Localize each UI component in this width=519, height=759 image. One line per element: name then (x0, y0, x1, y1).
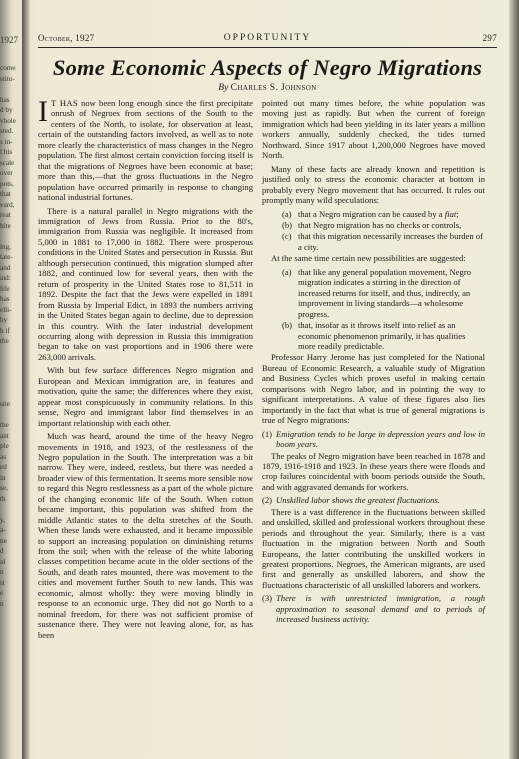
previous-page-fragment: ant (0, 431, 9, 440)
author-name: Charles S. Johnson (230, 83, 317, 93)
previous-page-fragment: has (0, 295, 10, 303)
paragraph-possibilities: At the same time certain new possibilities are suggested: (271, 253, 466, 264)
paragraph-peaks: The peaks of Negro migration have been reached in 1878 and 1879, 1916-1918 and 1923. In these years there were floods and crop failures coincidental with boom periods outside the South, and with aggravated demands for workers. (262, 450, 485, 492)
previous-page-fragment: d by (0, 106, 13, 114)
possibility-item: (a) that like any general population movement, Negro migration indicates a stirring in the direction of increased returns for itself, and thus, indirectly, an improvement in living standards—a wholesome progress. (282, 266, 472, 319)
previous-page-fragment: st (0, 578, 5, 587)
previous-page-fragment: th (0, 494, 6, 503)
previous-page-fragment: has (0, 95, 10, 104)
previous-page-fragment: by (0, 316, 8, 324)
previous-page-fragment: sted. (0, 127, 14, 135)
previous-page-fragment: stitu- (0, 74, 15, 83)
previous-page-fragment: n (0, 599, 4, 608)
lead-in-caps: T HAS (51, 98, 78, 108)
finding-heading: (1) Emigration tends to be large in depression years and low in boom years. (262, 428, 485, 450)
finding-heading: (3) There is with unrestricted immigration, a rough approximation to seasonal demand and to periods of increased business activity. (262, 593, 485, 625)
page-edge-shadow (509, 0, 519, 759)
previous-page-fragment: n (0, 568, 4, 576)
left-column (38, 95, 253, 643)
previous-page-fragment: ple (0, 442, 9, 450)
previous-page-fragment: in (0, 473, 6, 482)
byline-prefix: By (218, 83, 229, 93)
paragraph-restlessness: Much was heard, around the time of the heavy Negro movements in 1918, and 1923, of the restlessness of the Negro population in the South. The interpretation was a bit narrow. They were, indeed, restless, but there was needed a broader view of this fermentation. It seems more sensible now to regard this Negro restlessness as a part of the whole picture of the changing economic life of the South. When cotton became important, this population was shifted from the middle Atlantic states to the delta stretches of the South. When these lands were exhausted, and it became impossible to support an increasing population on diminishing returns from the soil; when with the release of the white laboring classes competition became acute in the older sections of the South, and death rates mounted, there was movement to the cities and movement further South to new lands. This was economic, almost wholly: they were moving blindly in response to an economic urge. They did not go North to a nominal freedom, for there was not sufficient promise of sustenance there. They were not leaving alone, for, as has been (38, 431, 253, 640)
previous-page-fragment: elli- (0, 305, 12, 314)
possibility-item: (b) that, insofar as it throws itself into relief as an economic phenomenon primarily, it has qualities more readily predictable. (282, 320, 466, 351)
previous-page-fragment: al (0, 557, 6, 566)
previous-page-fragment: tate- (0, 253, 13, 261)
previous-page-fragment: scale (0, 158, 15, 167)
paragraph-surface-differences: With but few surface differences Negro migration and European and Mexican immigration are, in features and motivation, quite the same; the differences where they exist, appear most conspicuously in community relations. In this sense, Negro and immigrant labor find themselves in an important relationship with each other. (38, 365, 253, 428)
continued-paragraph: pointed out many times before, the white population was moving just as rapidly. But when the current of foreign immigration which had been yielding in its later years a million workers annually, suddenly checked, the tides turned Northward. Since 1917 about 1,200,000 Negroes have moved North. (262, 98, 485, 161)
paragraph-jewish-immigration: There is a natural parallel in Negro migrations with the immigration of Jews from Russia. Prior to the 80's, immigration from Russia was negligible. It increased from 5,000 in 1881 to 17,000 in 1882. There were prosperous conditions in the United States and persecution in Russia. But although persecution continued, this migration slumped after 1882, and continued low for several years, then with the return of prosperity in the United States rose to 81,511 in 1892. Despite the fact that the Jews were expelled in 1891 from Russia by Imperial Edict, in 1893 the numbers arriving in the United States began again to decline, due to depression in this country. With the later industrial development occurring along with depression in Russia this immigration began to take on vast proportions and in 1906 there were 263,000 arrivals. (38, 205, 253, 362)
previous-page-fragment: d (0, 547, 4, 555)
previous-page-fragment: ing, (0, 242, 11, 251)
header-rule (38, 47, 497, 48)
opening-text: now been long enough since the first precipitate onrush of Negroes from sections of the South to the centers of the North, to isolate, for observation at least, certain of the outstanding factors involved, as well as to note more clearly the characteristics of mass changes in the Negro population. The first almost certain conviction forcing itself is that the migrations of Negroes have been economic at base; more than this,—that the gross fluctuations in the Negro population have occurred primarily in response to changing national industrial fortunes. (38, 98, 253, 203)
paragraph-speculations: Many of these facts are already known and repetition is justified only to stress the economic character at bottom in probably every Negro movement that has occurred. It rules out promptly many wild speculations: (262, 163, 485, 206)
previous-page-fragment: ne (0, 536, 7, 545)
previous-page-fragment: a- (0, 526, 6, 534)
opening-paragraph (38, 95, 253, 203)
article-title: Some Economic Aspects of Negro Migrations (52, 55, 483, 80)
speculation-item: (b) that Negro migration has no checks or controls, (282, 219, 462, 230)
previous-page-fragment: vard, (0, 200, 15, 209)
previous-page-fragment: come (0, 64, 16, 72)
paragraph-fluctuations: There is a vast difference in the fluctuations between skilled and unskilled, skilled and professional workers throughout these periods and throughout the year. Similarly, there is a vast fluctuation in the migration between North and South Europeans, the latter contributing the unskilled workers in greatest proportions. Negroes, the American migrants, are used first and generally as unskilled laborers, and show the fluctuations characteristic of all unskilled laborers and workers. (262, 506, 485, 590)
right-column (262, 98, 485, 626)
previous-page-fragment: the (0, 337, 9, 345)
previous-page-fragment: as (0, 452, 6, 461)
previous-page-fragment: and (0, 263, 11, 272)
paragraph-jerome-study: Professor Harry Jerome has just completed for the National Bureau of Economic Research, a valuable study of Migration and Business Cycles which proves useful in making certain comparisons with Negro labor, and in pointing the way to significant interpretations. A value of these figures also lies importantly in the fact that what is true of general migrations is true of Negro migrations: (262, 352, 485, 426)
previous-page-number: 1927 (0, 35, 18, 45)
speculation-item: (a) that a Negro migration can be caused by a fiat; (282, 208, 459, 219)
previous-page-fragment: life (0, 284, 10, 293)
previous-page-fragment: h if (0, 326, 10, 335)
previous-page-fragment: pots, (0, 179, 14, 188)
speculation-item: (c) that this migration necessarily increases the burden of a city. (282, 231, 483, 252)
previous-page-fragment: y, (0, 515, 5, 524)
previous-page-fragment: the (0, 421, 9, 429)
journal-name: OPPORTUNITY (223, 33, 312, 43)
previous-page-fragment: s in- (0, 137, 13, 146)
previous-page-fragment: reat (0, 211, 11, 219)
issue-date: October, 1927 (38, 33, 95, 43)
book-gutter (22, 0, 30, 759)
previous-page-fragment: l his (0, 148, 13, 156)
journal-page (30, 0, 509, 759)
finding-heading: (2) Unskilled labor shows the greatest fluctuations. (262, 495, 440, 506)
page-number: 297 (482, 33, 497, 43)
previous-page-fragment: over (0, 169, 13, 177)
running-head (38, 33, 497, 47)
drop-cap: I (38, 95, 48, 128)
previous-page-fragment: aid: (0, 274, 11, 282)
previous-page-fragment: e (0, 589, 4, 597)
byline (38, 83, 497, 93)
previous-page-fragment: site (0, 400, 10, 408)
previous-page-fragment: se, (0, 484, 8, 492)
previous-page-fragment: hite (0, 221, 11, 230)
previous-page-fragment: vhole (0, 116, 16, 125)
previous-page-fragment: that (0, 190, 11, 198)
previous-page-fragment: ed (0, 463, 7, 471)
previous-page-margin (0, 0, 22, 759)
